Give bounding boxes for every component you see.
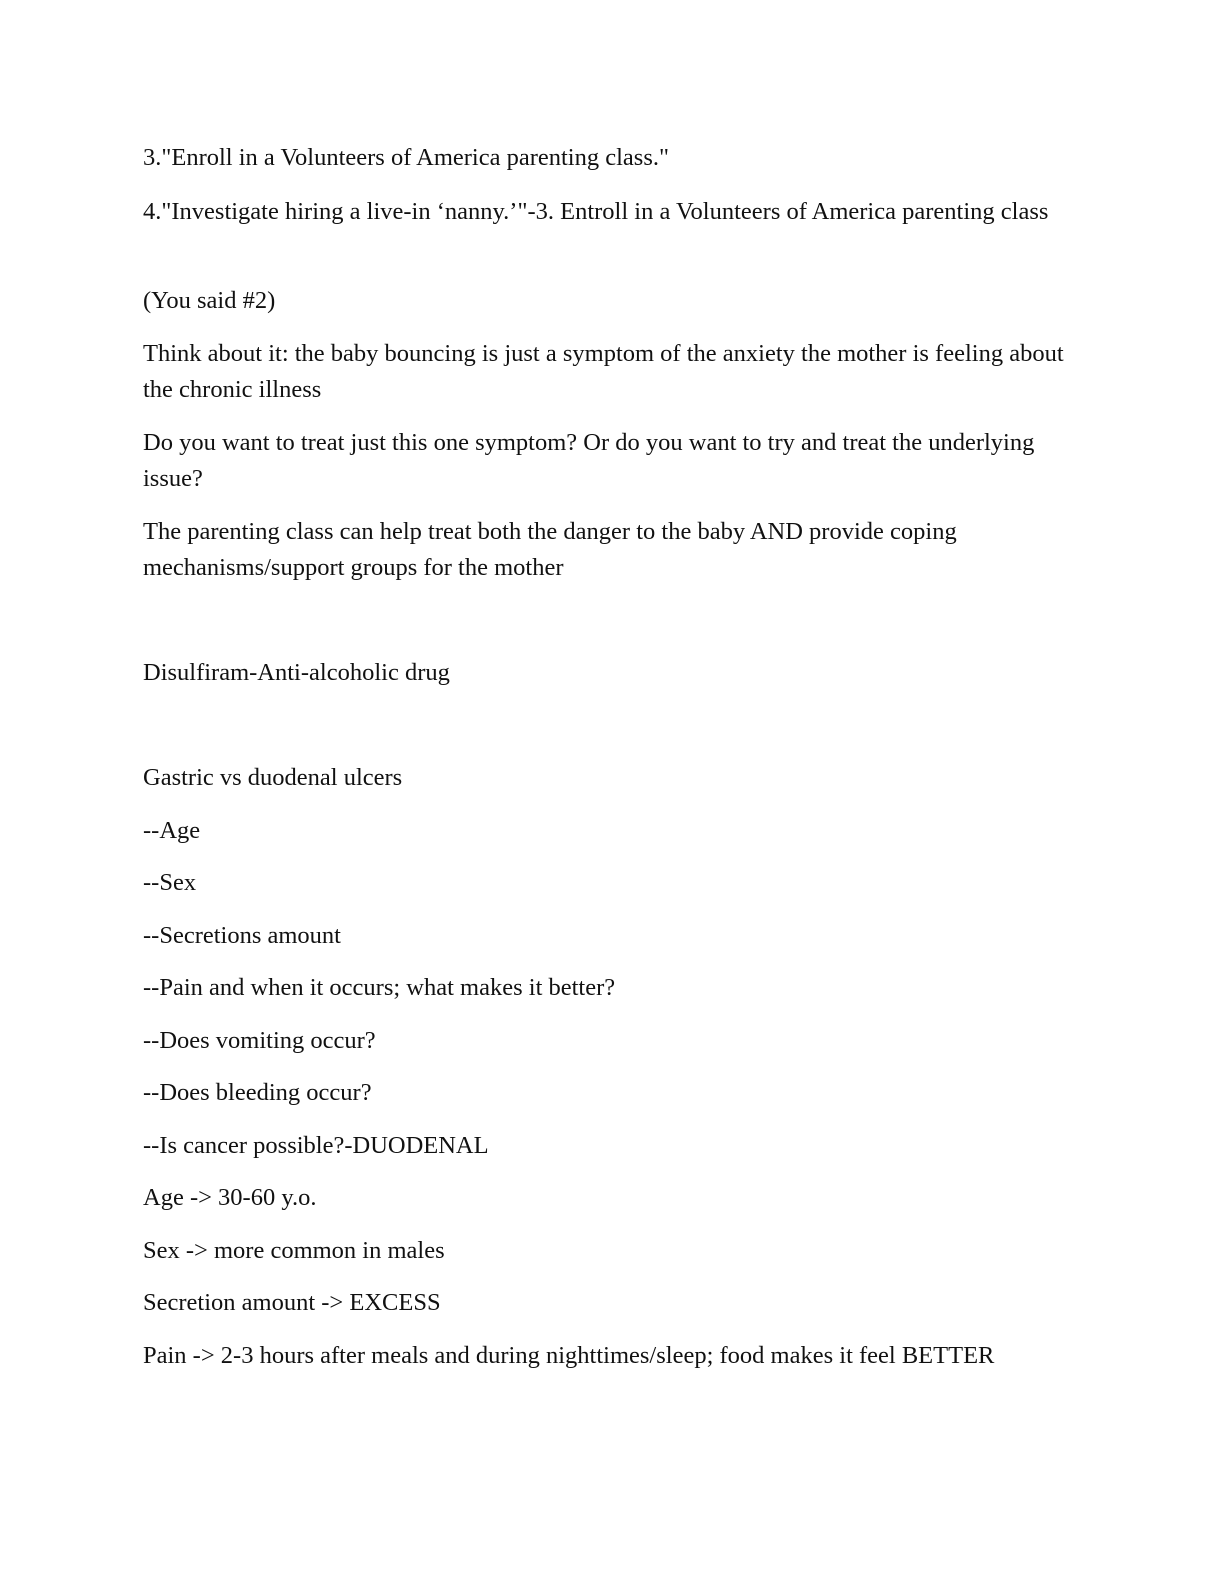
rationale-paragraph: Think about it: the baby bouncing is just a symptom of the anxiety the mother is feeling about the chronic illness xyxy=(143,340,1064,403)
answer-line: Sex -> more common in males xyxy=(143,1237,445,1264)
disulfiram-note: Disulfiram-Anti-alcoholic drug xyxy=(143,659,450,686)
list-item: --Secretions amount xyxy=(143,922,341,949)
answer-line: Pain -> 2-3 hours after meals and during nighttimes/sleep; food makes it feel BETTER xyxy=(143,1342,995,1369)
answer-line: Secretion amount -> EXCESS xyxy=(143,1289,441,1316)
question-paragraph: Do you want to treat just this one symptom? Or do you want to try and treat the underlying issue? xyxy=(143,429,1035,492)
list-item: --Sex xyxy=(143,869,197,896)
answer-line: Age -> 30-60 y.o. xyxy=(143,1184,317,1211)
you-said-note: (You said #2) xyxy=(143,287,276,314)
list-item: --Does vomiting occur? xyxy=(143,1027,376,1054)
list-item: --Pain and when it occurs; what makes it better? xyxy=(143,974,616,1001)
list-item: --Age xyxy=(143,817,201,844)
answer-option-3: 3."Enroll in a Volunteers of America parenting class." xyxy=(143,144,669,171)
ulcer-heading: Gastric vs duodenal ulcers xyxy=(143,764,403,791)
answer-option-4: 4."Investigate hiring a live-in ‘nanny.’"-3. Entroll in a Volunteers of America parenting class xyxy=(143,198,1049,225)
list-item: --Does bleeding occur? xyxy=(143,1079,372,1106)
explanation-paragraph: The parenting class can help treat both the danger to the baby AND provide coping mechanisms/support groups for the mother xyxy=(143,518,957,581)
list-item: --Is cancer possible?-DUODENAL xyxy=(143,1132,489,1159)
